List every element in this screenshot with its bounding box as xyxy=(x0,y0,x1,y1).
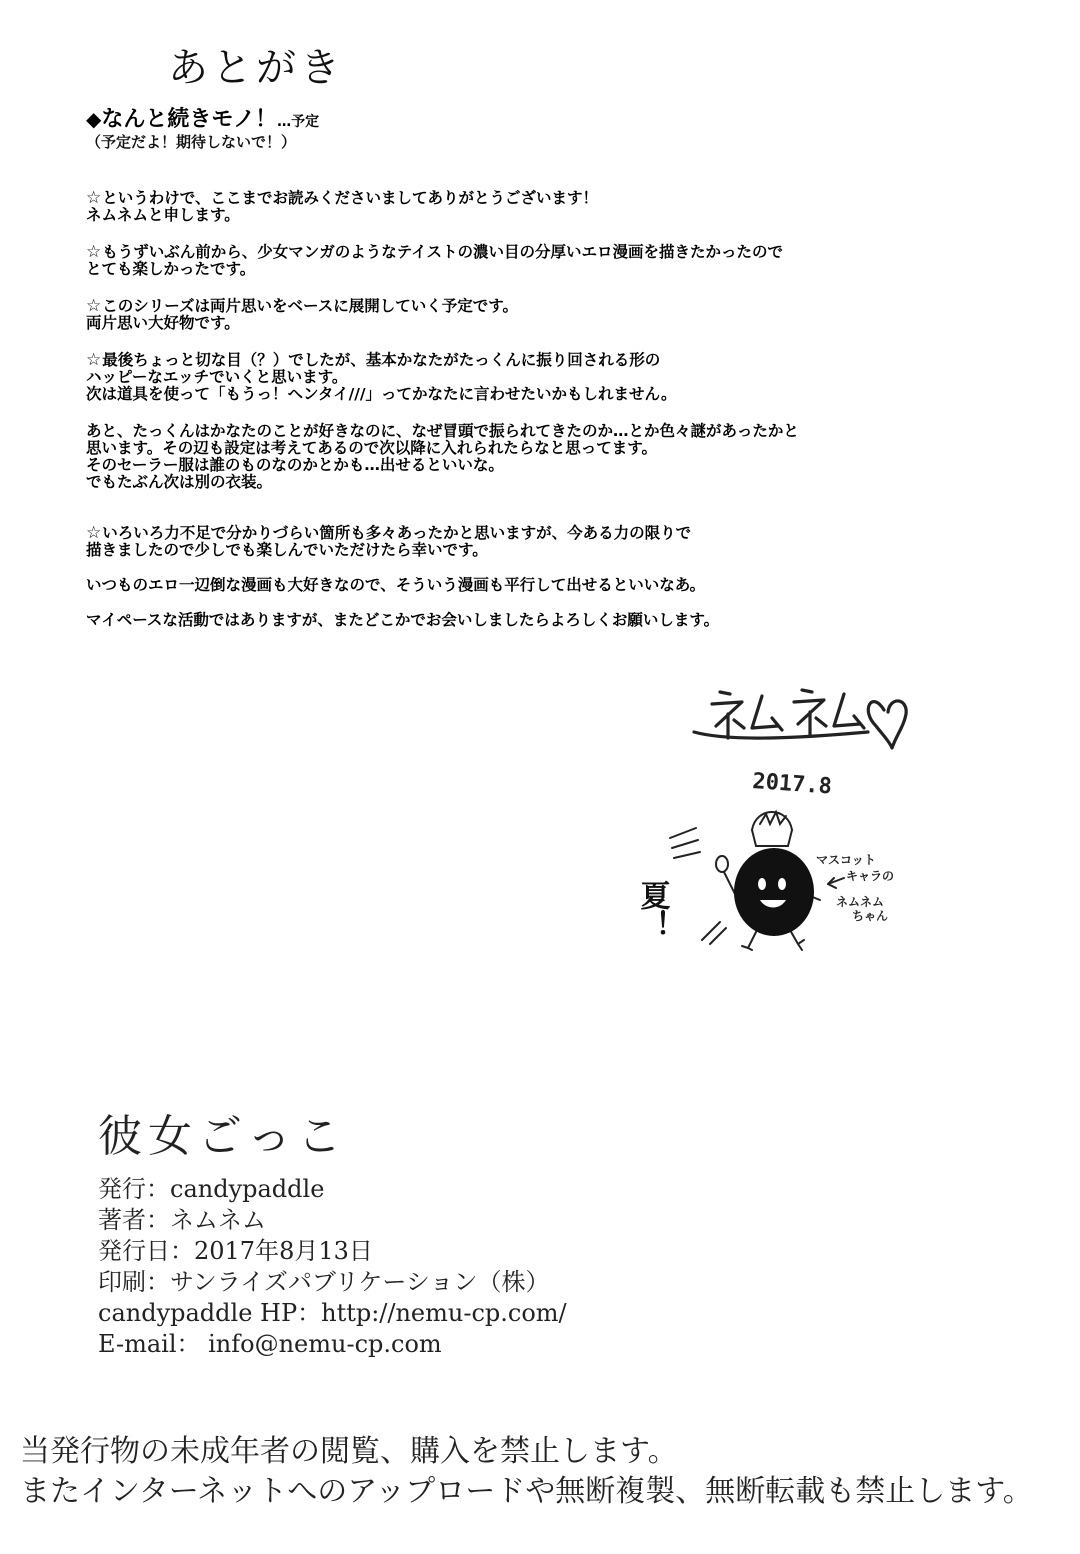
star-bullet-icon: ☆ xyxy=(86,523,102,543)
star-bullet-icon: ☆ xyxy=(86,242,102,262)
paragraph-text: いろいろ力不足で分かりづらい箇所も多々あったかと思いますが、今ある力の限りで xyxy=(102,524,692,542)
colophon-email: E-mail： info@nemu-cp.com xyxy=(98,1330,442,1358)
paragraph-line xyxy=(86,612,986,629)
paragraph-text: もうずいぶん前から、少女マンガのようなテイストの濃い目の分厚いエロ漫画を描きたかったので xyxy=(102,243,784,261)
colophon-homepage: candypaddle HP：http://nemu-cp.com/ xyxy=(98,1299,567,1327)
paragraph-text: とても楽しかったです。 xyxy=(86,260,256,278)
paragraph-gap xyxy=(86,403,986,423)
paragraph-line xyxy=(86,525,986,542)
afterword-paragraph xyxy=(86,352,986,403)
paragraph-line xyxy=(86,261,986,278)
colophon-date: 発行日：2017年8月13日 xyxy=(98,1237,373,1265)
colophon-publisher: 発行：candypaddle xyxy=(98,1175,325,1203)
lead-note: （予定だよ！期待しないで！） xyxy=(86,133,297,151)
paragraph-line xyxy=(86,577,986,594)
paragraph-line xyxy=(86,244,986,261)
paragraph-line xyxy=(86,386,986,403)
paragraph-text: そのセーラー服は誰のものなのかとかも…出せるといいな。 xyxy=(86,456,504,474)
colophon xyxy=(98,1100,567,1360)
paragraph-line xyxy=(86,474,986,491)
paragraph-line xyxy=(86,207,986,224)
legal-notice xyxy=(20,1432,1033,1512)
lead-text: なんと続きモノ！ xyxy=(101,107,278,132)
afterword-paragraph xyxy=(86,244,986,278)
paragraph-line xyxy=(86,315,986,332)
mascot-caption-line: マスコット xyxy=(816,853,876,867)
handwritten-signature xyxy=(690,670,930,800)
paragraph-line xyxy=(86,423,986,440)
afterword-paragraph xyxy=(86,423,986,491)
star-bullet-icon: ☆ xyxy=(86,188,102,208)
paragraph-text: 描きましたので少しでも楽しんでいただけたら幸いです。 xyxy=(86,541,488,559)
mascot-caption-line: キャラの xyxy=(846,869,895,883)
paragraph-line xyxy=(86,542,986,559)
colophon-printer: 印刷：サンライズパブリケーション（株） xyxy=(98,1268,550,1296)
paragraph-gap xyxy=(86,224,986,244)
paragraph-text: 次は道具を使って「もうっ！ヘンタイ///」ってかなたに言わせたいかもしれません。 xyxy=(86,385,677,403)
afterword-body xyxy=(86,190,986,629)
lead-line xyxy=(86,102,319,133)
paragraph-gap xyxy=(86,559,986,577)
mascot-caption-line: ネムネム xyxy=(836,895,885,909)
paragraph-text: 思います。その辺も設定は考えてあるので次以降に入れられたらなと思ってます。 xyxy=(86,439,658,457)
paragraph-text: マイペースな活動ではありますが、またどこかでお会いしましたらよろしくお願いします。 xyxy=(86,611,720,629)
paragraph-text: でもたぶん次は別の衣装。 xyxy=(86,473,273,491)
afterword-paragraph xyxy=(86,577,986,594)
paragraph-text: 両片思い大好物です。 xyxy=(86,314,240,332)
mascot-exclaim: 夏！ xyxy=(634,880,670,940)
afterword-paragraph xyxy=(86,190,986,224)
paragraph-line xyxy=(86,440,986,457)
star-bullet-icon: ☆ xyxy=(86,350,102,370)
paragraph-text: というわけで、ここまでお読みくださいましてありがとうございます！ xyxy=(102,189,598,207)
paragraph-line xyxy=(86,369,986,386)
paragraph-line xyxy=(86,190,986,207)
paragraph-text: ハッピーなエッチでいくと思います。 xyxy=(86,368,348,386)
paragraph-line xyxy=(86,457,986,474)
mascot-illustration xyxy=(634,800,912,950)
paragraph-gap xyxy=(86,278,986,298)
book-title: 彼女ごっこ xyxy=(98,1111,348,1162)
diamond-bullet-icon: ◆ xyxy=(86,107,102,131)
afterword-paragraph xyxy=(86,525,986,559)
colophon-author: 著者：ネムネム xyxy=(98,1206,266,1234)
notice-line-1: 当発行物の未成年者の閲覧、購入を禁止します。 xyxy=(20,1434,678,1469)
paragraph-gap xyxy=(86,491,986,525)
paragraph-gap xyxy=(86,332,986,352)
mascot-caption-line: ちゃん xyxy=(852,909,889,923)
star-bullet-icon: ☆ xyxy=(86,296,102,316)
paragraph-line xyxy=(86,352,986,369)
paragraph-line xyxy=(86,298,986,315)
paragraph-text: ネムネムと申します。 xyxy=(86,206,240,224)
notice-line-2: またインターネットへのアップロードや無断複製、無断転載も禁止します。 xyxy=(20,1474,1033,1509)
afterword-heading: あとがき xyxy=(168,45,344,91)
afterword-paragraph xyxy=(86,612,986,629)
signature-date: 2017.8 xyxy=(751,769,833,800)
lead-suffix: …予定 xyxy=(277,114,320,130)
paragraph-text: 最後ちょっと切な目（？）でしたが、基本かなたがたっくんに振り回される形の xyxy=(102,351,661,369)
afterword-paragraph xyxy=(86,298,986,332)
paragraph-text: あと、たっくんはかなたのことが好きなのに、なぜ冒頭で振られてきたのか…とか色々謎があったかと xyxy=(86,422,799,440)
paragraph-text: いつものエロ一辺倒な漫画も大好きなので、そういう漫画も平行して出せるといいなあ。 xyxy=(86,576,706,594)
paragraph-text: このシリーズは両片思いをベースに展開していく予定です。 xyxy=(102,297,518,315)
paragraph-gap xyxy=(86,594,986,612)
